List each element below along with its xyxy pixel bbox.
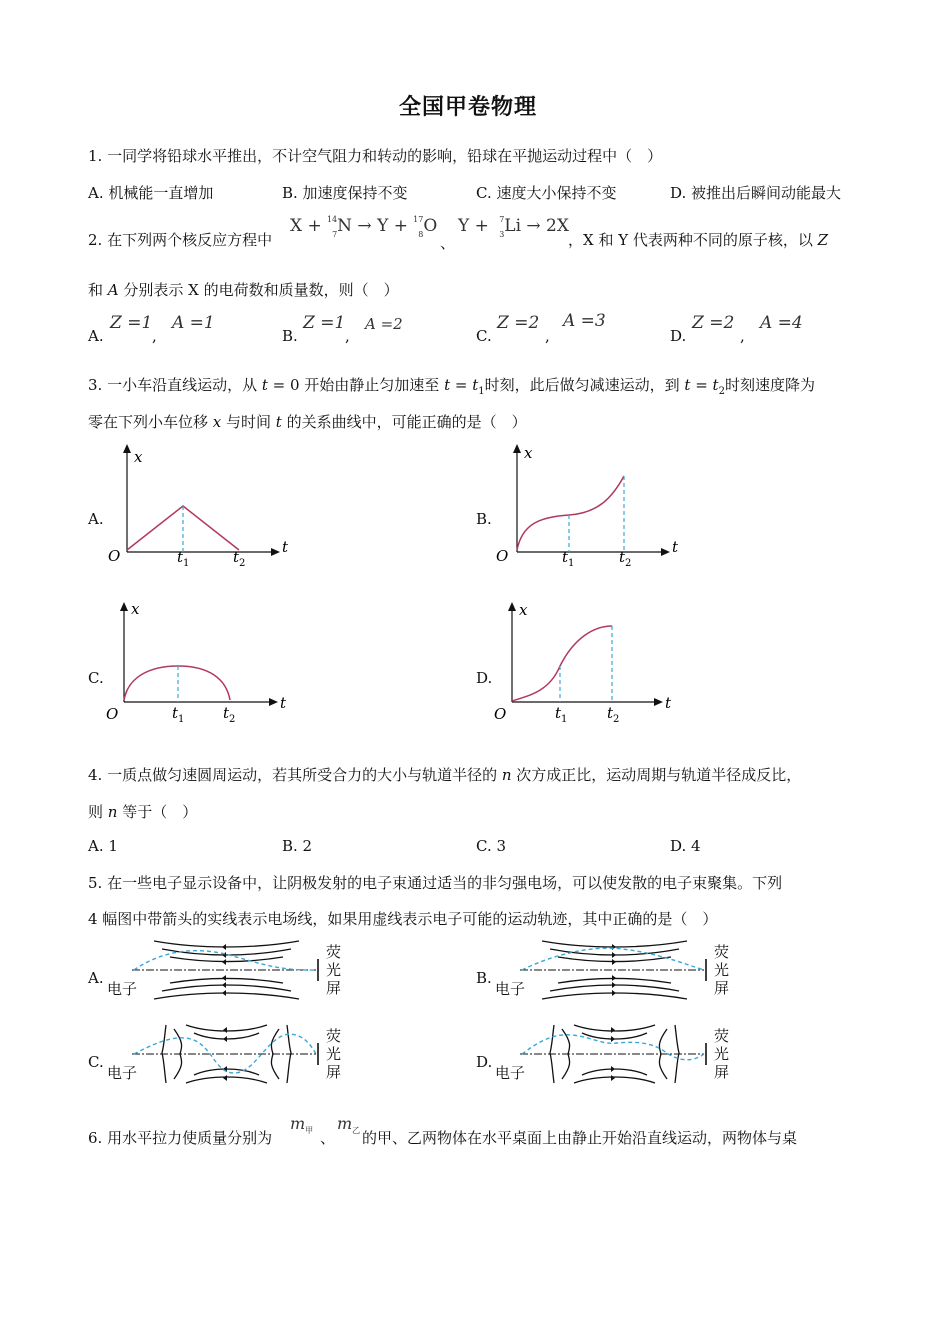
origin-label: O [496, 547, 509, 565]
q2-option-d-z: Z =2 [692, 313, 735, 333]
q3-graph-a [100, 440, 300, 575]
t-axis-arrow [661, 548, 670, 556]
question-4-stem-line1: 4. 一质点做匀速圆周运动，若其所受合力的大小与轨道半径的 n 次方成正比，运动周期与轨道半径成反比， [88, 766, 802, 784]
x-axis-label: x [131, 600, 140, 618]
t1-subscript: 1 [183, 558, 190, 569]
x-axis-label: x [519, 601, 528, 619]
question-4-stem-line2: 则 n 等于（ ） [88, 803, 198, 821]
q5-diagram-c-label: C. [88, 1053, 104, 1071]
q1-option-a: A. 机械能一直增加 [88, 184, 214, 202]
q4-option-a: A. 1 [88, 837, 118, 855]
q2-option-d-a: A =4 [760, 313, 803, 333]
origin-label: O [108, 547, 121, 565]
q6-mass-jia: $m_甲$ [290, 1114, 314, 1136]
q2-option-c-z: Z =2 [497, 313, 540, 333]
q3-graph-d-label: D. [476, 669, 493, 687]
q2-stem-line2: 和 A 分别表示 X 的电荷数和质量数，则（ ） [88, 281, 399, 299]
q2-equation-2: Y + 7 3 Li → 2X [458, 214, 569, 239]
page-title: 全国甲卷物理 [399, 94, 538, 120]
q2-option-a-z: Z =1 [110, 313, 153, 333]
q2-separator: 、 [440, 234, 456, 252]
t2-subscript: 2 [625, 558, 632, 569]
x-axis-arrow [123, 444, 131, 453]
q2-option-b-z: Z =1 [303, 313, 346, 333]
q3-graph-b-label: B. [476, 510, 492, 528]
t-axis-arrow [271, 548, 280, 556]
q3-graph-c-label: C. [88, 669, 104, 687]
x-t-curve [517, 476, 624, 550]
q3-graph-c [98, 598, 298, 733]
question-2-prefix: 2. 在下列两个核反应方程中 [88, 231, 273, 249]
q2-option-d-comma: , [740, 327, 745, 345]
t2-label: t [233, 548, 240, 566]
q5-d-electron-label: 电子 [495, 1064, 526, 1082]
q1-option-c: C. 速度大小保持不变 [476, 184, 617, 202]
q6-separator: 、 [320, 1129, 336, 1147]
q2-option-a-comma: , [152, 327, 157, 345]
x-axis-label: x [524, 444, 533, 462]
q5-diagram-c [104, 1021, 354, 1091]
origin-label: O [106, 705, 119, 723]
question-1-stem: 1. 一同学将铅球水平推出，不计空气阻力和转动的影响，铅球在平抛运动过程中（ ） [88, 147, 663, 165]
x-axis-label: x [134, 448, 143, 466]
t2-label: t [223, 704, 230, 722]
origin-label: O [494, 705, 507, 723]
t-axis-label: t [672, 538, 679, 556]
question-5-stem-line1: 5. 在一些电子显示设备中，让阴极发射的电子束通过适当的非匀强电场，可以使发散的电子束聚集。下列 [88, 874, 783, 892]
t-axis-label: t [280, 694, 287, 712]
t2-subscript: 2 [613, 714, 620, 725]
x-axis-arrow [120, 602, 128, 611]
t-axis-arrow [269, 698, 278, 706]
electron-trajectory [522, 948, 704, 970]
t2-label: t [607, 704, 614, 722]
question-3-stem-line1: 3. 一小车沿直线运动，从 t = 0 开始由静止匀加速至 $t = t_1$时刻，此后做匀减速运动，到 $t = t_2$时刻速度降为 [88, 376, 815, 397]
t-axis-label: t [665, 694, 672, 712]
q2-option-b-letter: B. [282, 327, 298, 345]
question-3-stem-line2: 零在下列小车位移 x 与时间 t 的关系曲线中，可能正确的是（ ） [88, 413, 527, 431]
q5-b-electron-label: 电子 [495, 980, 526, 998]
q5-d-screen-label: 荧 光 屏 [714, 1027, 730, 1081]
t1-subscript: 1 [561, 714, 568, 725]
q2-option-b-a: A =2 [365, 315, 403, 333]
q4-option-c: C. 3 [476, 837, 507, 855]
q2-equation-1: X + 14 7 N → Y + 17 8 O [290, 214, 438, 239]
q3-graph-a-label: A. [88, 510, 104, 528]
t-axis-label: t [282, 538, 289, 556]
x-axis-arrow [513, 444, 521, 453]
q5-diagram-a-label: A. [88, 969, 104, 987]
q2-option-a-letter: A. [88, 327, 104, 345]
q2-option-d-letter: D. [670, 327, 687, 345]
q2-option-a-a: A =1 [172, 313, 215, 333]
x-t-curve [512, 626, 612, 701]
q5-c-screen-label: 荧 光 屏 [326, 1027, 342, 1081]
q5-c-electron-label: 电子 [107, 1064, 138, 1082]
t2-label: t [619, 548, 626, 566]
t1-subscript: 1 [568, 558, 575, 569]
q5-diagram-b-label: B. [476, 969, 492, 987]
q1-option-d: D. 被推出后瞬间动能最大 [670, 184, 842, 202]
q6-mass-yi: $m_乙$ [337, 1114, 361, 1136]
x-t-curve [124, 666, 230, 700]
t2-subscript: 2 [239, 558, 246, 569]
t1-label: t [562, 548, 569, 566]
t1-label: t [177, 548, 184, 566]
question-5-stem-line2: 4 幅图中带箭头的实线表示电场线，如果用虚线表示电子可能的运动轨迹，其中正确的是（ ） [88, 910, 718, 928]
question-6-prefix: 6. 用水平拉力使质量分别为 [88, 1129, 273, 1147]
q1-option-b: B. 加速度保持不变 [282, 184, 408, 202]
q5-diagram-a [104, 937, 354, 1007]
q3-graph-d [486, 598, 686, 733]
q2-option-b-comma: , [345, 327, 350, 345]
q2-option-c-a: A =3 [563, 311, 606, 331]
x-axis-arrow [508, 602, 516, 611]
q5-diagram-b [492, 937, 742, 1007]
t1-label: t [172, 704, 179, 722]
question-6-stem-suffix: 的甲、乙两物体在水平桌面上由静止开始沿直线运动，两物体与桌 [362, 1129, 798, 1147]
q5-a-screen-label: 荧 光 屏 [326, 943, 342, 997]
q2-option-c-comma: , [545, 327, 550, 345]
q3-graph-b [490, 440, 690, 575]
t2-subscript: 2 [229, 714, 236, 725]
q5-b-screen-label: 荧 光 屏 [714, 943, 730, 997]
t-axis-arrow [654, 698, 663, 706]
q4-option-b: B. 2 [282, 837, 313, 855]
q2-option-c-letter: C. [476, 327, 492, 345]
q5-a-electron-label: 电子 [107, 980, 138, 998]
t1-subscript: 1 [178, 714, 185, 725]
q4-option-d: D. 4 [670, 837, 701, 855]
t1-label: t [555, 704, 562, 722]
q2-stem-suffix: ，X 和 Y 代表两种不同的原子核，以 Z [568, 231, 829, 249]
q5-diagram-d-label: D. [476, 1053, 493, 1071]
q5-diagram-d [492, 1021, 742, 1091]
